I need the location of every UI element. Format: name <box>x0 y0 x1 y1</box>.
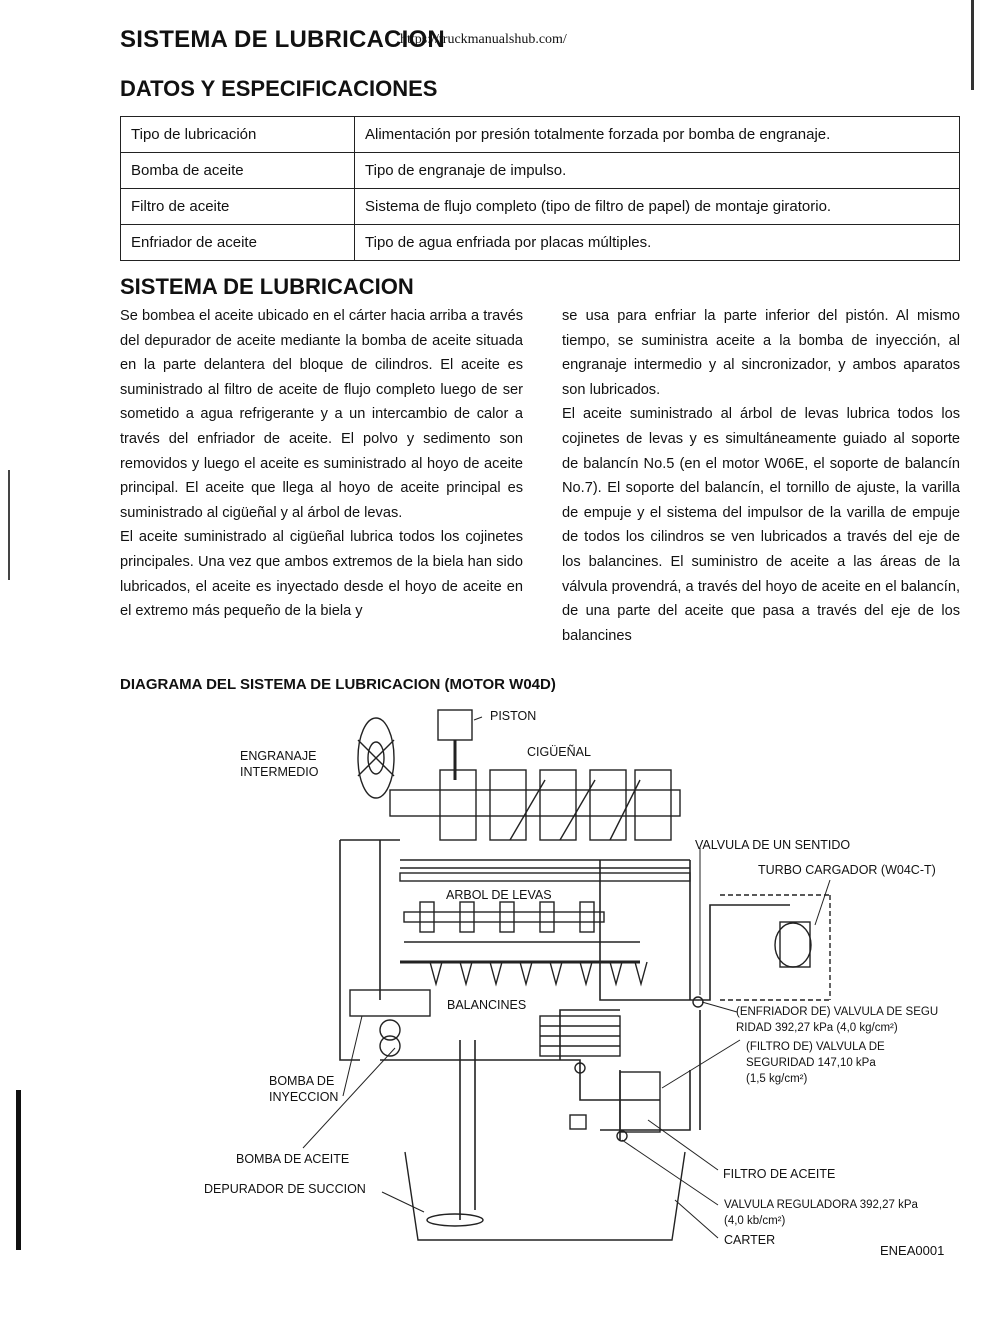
table-cell-label: Tipo de lubricación <box>121 117 355 153</box>
main-oil-gallery <box>400 860 690 881</box>
oil-lines <box>340 840 790 1220</box>
label-filter-valve-1: (FILTRO DE) VALVULA DE <box>746 1041 885 1053</box>
paragraph: El aceite suministrado al cigüeñal lubrica todos los cojinetes principales. Una vez que ambos extremos de la biela han sido lubricados, el aceite es inyectado desde el hoyo de aceite en el extremo más pequeño de la biela y <box>120 529 523 620</box>
table-cell-label: Enfriador de aceite <box>121 225 355 261</box>
label-idle-gear-1: ENGRANAJE <box>240 749 317 763</box>
table-cell-value: Sistema de flujo completo (tipo de filtro de papel) de montaje giratorio. <box>355 189 960 225</box>
scan-edge-mark <box>971 0 974 90</box>
crankshaft-drawing <box>390 770 680 840</box>
paragraph: El aceite suministrado al árbol de levas lubrica todos los cojinetes de levas y es simultáneamente guiado al soporte de balancín No.5 (en el motor W06E, el soporte de balancín No.7). El soporte del balancín, el tornillo de ajuste, la varilla de empuje y el sistema del impulsor de la varilla de empuje de todos los cilindros se ven lubricados a través del eje de los balancines. El suministro de aceite a las áreas de la válvula provendrá, a través del hoyo de aceite en el balancín, de una parte del aceite que pasa a través del eje de los balancines <box>562 406 960 644</box>
label-filter-valve-3: (1,5 kg/cm²) <box>746 1073 808 1085</box>
scan-edge-mark <box>16 1090 21 1250</box>
section-heading: SISTEMA DE LUBRICACION <box>120 274 414 299</box>
label-rocker-arms: BALANCINES <box>447 998 527 1012</box>
label-filter-valve-2: SEGURIDAD 147,10 kPa <box>746 1057 876 1069</box>
label-piston: PISTON <box>490 709 537 723</box>
label-injection-pump-1: BOMBA DE <box>269 1074 335 1088</box>
label-injection-pump-2: INYECCION <box>269 1090 339 1104</box>
label-crankshaft: CIGÜEÑAL <box>527 745 591 759</box>
paragraph: Se bombea el aceite ubicado en el cárter hacia arriba a través del depurador de aceite mediante la bomba de aceite situada en la parte delantera del bloque de cilindros. El aceite es suministrado al filtro de aceite de flujo completo luego de ser sometido a agua refrigerante y a un intercambio de calor a través del enfriador de aceite. El polvo y sedimento son removidos y luego el aceite es suministrado al hoyo de aceite principal. El aceite que llega al hoyo de aceite principal es suministrado al cigüeñal y al árbol de levas. <box>120 308 523 521</box>
table-cell-value: Tipo de engranaje de impulso. <box>355 153 960 189</box>
diagram-title: DIAGRAMA DEL SISTEMA DE LUBRICACION (MOTOR W04D) <box>120 676 556 693</box>
camshaft-drawing <box>404 902 640 942</box>
label-check-valve: VALVULA DE UN SENTIDO <box>695 838 851 852</box>
page-title: SISTEMA DE LUBRICACION <box>120 26 445 53</box>
turbocharger-drawing <box>720 895 830 1000</box>
table-cell-label: Bomba de aceite <box>121 153 355 189</box>
label-suction-strainer: DEPURADOR DE SUCCION <box>204 1182 366 1196</box>
label-oil-filter: FILTRO DE ACEITE <box>723 1167 836 1181</box>
oil-filter-drawing <box>570 997 703 1141</box>
specs-heading: DATOS Y ESPECIFICACIONES <box>120 76 438 101</box>
injection-pump-drawing <box>350 990 430 1056</box>
label-oil-pump: BOMBA DE ACEITE <box>236 1152 350 1166</box>
figure-code: ENEA0001 <box>880 1243 945 1258</box>
scan-edge-mark <box>8 470 10 580</box>
label-idle-gear-2: INTERMEDIO <box>240 765 319 779</box>
table-cell-value: Tipo de agua enfriada por placas múltiples. <box>355 225 960 261</box>
rocker-arms-drawing <box>400 962 647 984</box>
oil-pan-drawing <box>405 1152 685 1240</box>
table-cell-label: Filtro de aceite <box>121 189 355 225</box>
source-url[interactable]: https://truckmanualshub.com/ <box>400 32 567 47</box>
label-cooler-valve-2: RIDAD 392,27 kPa (4,0 kg/cm²) <box>736 1022 898 1034</box>
table-cell-value: Alimentación por presión totalmente forzada por bomba de engranaje. <box>355 117 960 153</box>
oil-cooler-drawing <box>540 1016 620 1056</box>
idle-gear-drawing <box>358 718 394 798</box>
label-regulator-valve-1: VALVULA REGULADORA 392,27 kPa <box>724 1199 918 1211</box>
label-cooler-valve-1: (ENFRIADOR DE) VALVULA DE SEGU <box>736 1006 939 1018</box>
label-regulator-valve-2: (4,0 kb/cm²) <box>724 1215 786 1227</box>
paragraph: se usa para enfriar la parte inferior del pistón. Al mismo tiempo, se suministra aceite a la bomba de inyección, al engranaje intermedio y al sincronizador, y ambos aparatos son lubricados. <box>562 308 960 398</box>
label-camshaft: ARBOL DE LEVAS <box>446 888 552 902</box>
label-oil-pan: CARTER <box>724 1233 776 1247</box>
label-turbocharger: TURBO CARGADOR (W04C-T) <box>758 863 936 877</box>
